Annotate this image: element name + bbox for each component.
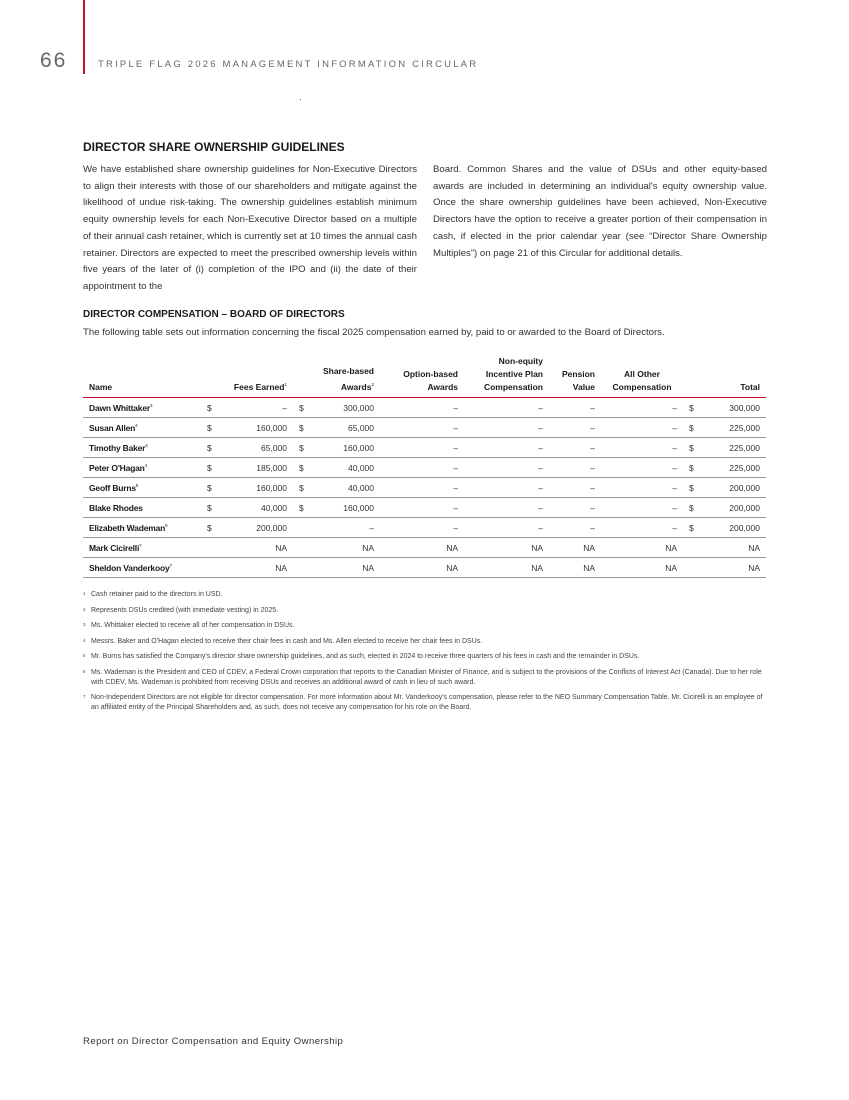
pension-cell: –	[549, 438, 601, 458]
all-other-cell: –	[601, 398, 683, 418]
stray-dot	[300, 99, 301, 100]
footnote-number: 4	[83, 637, 86, 643]
fees-earned-cell: $ 185,000	[201, 458, 293, 478]
option-based-cell: –	[380, 438, 464, 458]
page-number: 66	[40, 49, 68, 72]
col-header-non-equity: Non-equity Incentive Plan Compensation	[483, 356, 543, 392]
footnote-text: Non-Independent Directors are not eligible for director compensation. For more information about Mr. Vanderkooy's compensation, please refer to the NEO Summary Compensation Table. Mr. Cicirelli is an employee of an affiliated entity of the Principal Shareholders and, as such, does not receive any compensation for his role on the Board.	[91, 694, 763, 711]
all-other-cell: –	[601, 438, 683, 458]
director-name: Timothy Baker$^4$	[83, 438, 201, 458]
compensation-intro: The following table sets out information concerning the fiscal 2025 compensation earned by, paid to or awarded to the Board of Directors.	[83, 327, 665, 338]
fees-earned-cell: $ 160,000	[201, 418, 293, 438]
director-name: Mark Cicirelli$^7$	[83, 538, 201, 558]
footnote-text: Represents DSUs credited (with immediate vesting) in 2025.	[91, 606, 279, 614]
option-based-cell: –	[380, 398, 464, 418]
pension-cell: –	[549, 458, 601, 478]
guidelines-column-2: Board. Common Shares and the value of DSUs and other equity-based awards are included in determining an individual's equity ownership value. Once the share ownership guidelines have been achieved, Non-Executive Directors have the option to receive a greater portion of their compensation in cash, if elected in the prior calendar year (see “Director Share Ownership Multiples”) on page 21 of this Circular for additional details.	[433, 164, 767, 259]
director-name: Sheldon Vanderkooy$^7$	[83, 558, 201, 578]
table-row	[83, 558, 766, 578]
footnote-number: 2	[83, 606, 86, 612]
fees-earned-cell: $ –	[201, 398, 293, 418]
fees-earned-cell: $ 160,000	[201, 478, 293, 498]
option-based-cell: NA	[380, 558, 464, 578]
table-row	[83, 458, 766, 478]
fees-earned-cell: NA	[201, 558, 293, 578]
pension-cell: –	[549, 398, 601, 418]
non-equity-cell: –	[464, 478, 549, 498]
guidelines-body	[83, 162, 767, 296]
compensation-table	[83, 355, 766, 578]
director-name: Peter O'Hagan$^4$	[83, 458, 201, 478]
option-based-cell: –	[380, 498, 464, 518]
footnote-text: Mr. Burns has satisfied the Company's director share ownership guidelines, and as such, elected in 2024 to receive three quarters of his fees in cash and the remainder in DSUs.	[91, 653, 640, 660]
footnote-number: 1	[83, 591, 86, 596]
all-other-cell: –	[601, 518, 683, 538]
all-other-cell: –	[601, 458, 683, 478]
fees-earned-cell: $ 200,000	[201, 518, 293, 538]
table-header-row	[83, 355, 766, 398]
total-cell: $ 225,000	[683, 438, 766, 458]
table-row	[83, 498, 766, 518]
col-header-all-other: All Other Compensation	[612, 369, 672, 392]
pension-cell: NA	[549, 538, 601, 558]
share-based-cell: NA	[293, 538, 380, 558]
non-equity-cell: –	[464, 398, 549, 418]
footnote-text: Ms. Wademan is the President and CEO of CDEV, a Federal Crown corporation that reports to the Canadian Minister of Finance, and is subject to the provisions of the Conflicts of Interest Act (Canada). Due to her role with CDEV, Ms. Wademan is prohibited from receiving DSUs and receives an additional award of cash in lieu of such award.	[91, 668, 762, 686]
footnote	[83, 590, 767, 600]
non-equity-cell: –	[464, 458, 549, 478]
share-based-cell: $ 65,000	[293, 418, 380, 438]
table-row	[83, 438, 766, 458]
header-accent-line	[83, 0, 85, 74]
total-cell: $ 225,000	[683, 458, 766, 478]
option-based-cell: –	[380, 418, 464, 438]
footnotes	[83, 590, 767, 719]
non-equity-cell: NA	[464, 538, 549, 558]
share-based-cell: $ 40,000	[293, 478, 380, 498]
total-cell: NA	[683, 538, 766, 558]
share-based-cell: $ 160,000	[293, 498, 380, 518]
footnote	[83, 637, 767, 647]
share-based-cell: $ 40,000	[293, 458, 380, 478]
footnote	[83, 621, 767, 631]
col-header-total: Total	[740, 382, 760, 392]
pension-cell: –	[549, 498, 601, 518]
all-other-cell: NA	[601, 558, 683, 578]
col-header-pension: Pension Value	[561, 369, 595, 392]
footnote	[83, 606, 767, 616]
all-other-cell: NA	[601, 538, 683, 558]
share-based-cell: $ 160,000	[293, 438, 380, 458]
share-based-cell: NA	[293, 558, 380, 578]
all-other-cell: –	[601, 498, 683, 518]
total-cell: $ 200,000	[683, 478, 766, 498]
share-based-cell: –	[293, 518, 380, 538]
table-row	[83, 538, 766, 558]
footnote	[83, 668, 767, 688]
director-name: Blake Rhodes	[83, 498, 201, 518]
non-equity-cell: –	[464, 518, 549, 538]
all-other-cell: –	[601, 418, 683, 438]
page-footer: Report on Director Compensation and Equity Ownership	[83, 1036, 344, 1047]
col-header-share-based: Share-based Awards$^2$	[322, 366, 374, 392]
pension-cell: –	[549, 518, 601, 538]
director-name: Elizabeth Wademan$^6$	[83, 518, 201, 538]
option-based-cell: –	[380, 478, 464, 498]
total-cell: $ 225,000	[683, 418, 766, 438]
option-based-cell: –	[380, 518, 464, 538]
footnote-number: 5	[83, 653, 86, 658]
non-equity-cell: –	[464, 498, 549, 518]
non-equity-cell: –	[464, 438, 549, 458]
footnote-text: Cash retainer paid to the directors in USD.	[91, 591, 223, 598]
total-cell: $ 200,000	[683, 498, 766, 518]
col-header-option-based: Option-based Awards	[403, 369, 458, 392]
fees-earned-cell: $ 65,000	[201, 438, 293, 458]
total-cell: NA	[683, 558, 766, 578]
guidelines-heading: DIRECTOR SHARE OWNERSHIP GUIDELINES	[83, 140, 345, 154]
pension-cell: NA	[549, 558, 601, 578]
footnote	[83, 652, 767, 662]
all-other-cell: –	[601, 478, 683, 498]
col-header-name: Name	[89, 382, 113, 392]
compensation-heading: DIRECTOR COMPENSATION – BOARD OF DIRECTORS	[83, 309, 345, 320]
option-based-cell: –	[380, 458, 464, 478]
footnote-number: 7	[83, 694, 86, 699]
footnote-text: Messrs. Baker and O'Hagan elected to receive their chair fees in cash and Ms. Allen elected to receive her chair fees in DSUs.	[91, 637, 483, 645]
pension-cell: –	[549, 418, 601, 438]
fees-earned-cell: NA	[201, 538, 293, 558]
footnote-number: 6	[83, 668, 86, 674]
guidelines-column-1: We have established share ownership guidelines for Non-Executive Directors to align their interests with those of our shareholders and mitigate against the likelihood of undue risk-taking. The ownership guidelines establish minimum equity ownership levels for each Non-Executive Director based on a multiple of their annual cash retainer, which is currently set at 10 times the annual cash retainer. Directors are expected to meet the prescribed ownership levels within five years of the later of (i) completion of the IPO and (ii) the date of their appointment to the	[83, 164, 417, 292]
pension-cell: –	[549, 478, 601, 498]
fees-earned-cell: $ 40,000	[201, 498, 293, 518]
table-row	[83, 478, 766, 498]
col-header-fees: Fees Earned$^1$	[233, 382, 287, 392]
total-cell: $ 200,000	[683, 518, 766, 538]
director-name: Susan Allen$^4$	[83, 418, 201, 438]
table-row	[83, 398, 766, 418]
option-based-cell: NA	[380, 538, 464, 558]
non-equity-cell: –	[464, 418, 549, 438]
director-name: Geoff Burns$^5$	[83, 478, 201, 498]
footnote-number: 3	[83, 622, 86, 627]
non-equity-cell: NA	[464, 558, 549, 578]
table-row	[83, 518, 766, 538]
table-row	[83, 418, 766, 438]
footnote	[83, 693, 767, 713]
total-cell: $ 300,000	[683, 398, 766, 418]
footnote-text: Ms. Whittaker elected to receive all of her compensation in DSUs.	[91, 622, 295, 629]
running-title: TRIPLE FLAG 2026 MANAGEMENT INFORMATION CIRCULAR	[98, 59, 479, 70]
share-based-cell: $ 300,000	[293, 398, 380, 418]
director-name: Dawn Whittaker$^3$	[83, 398, 201, 418]
